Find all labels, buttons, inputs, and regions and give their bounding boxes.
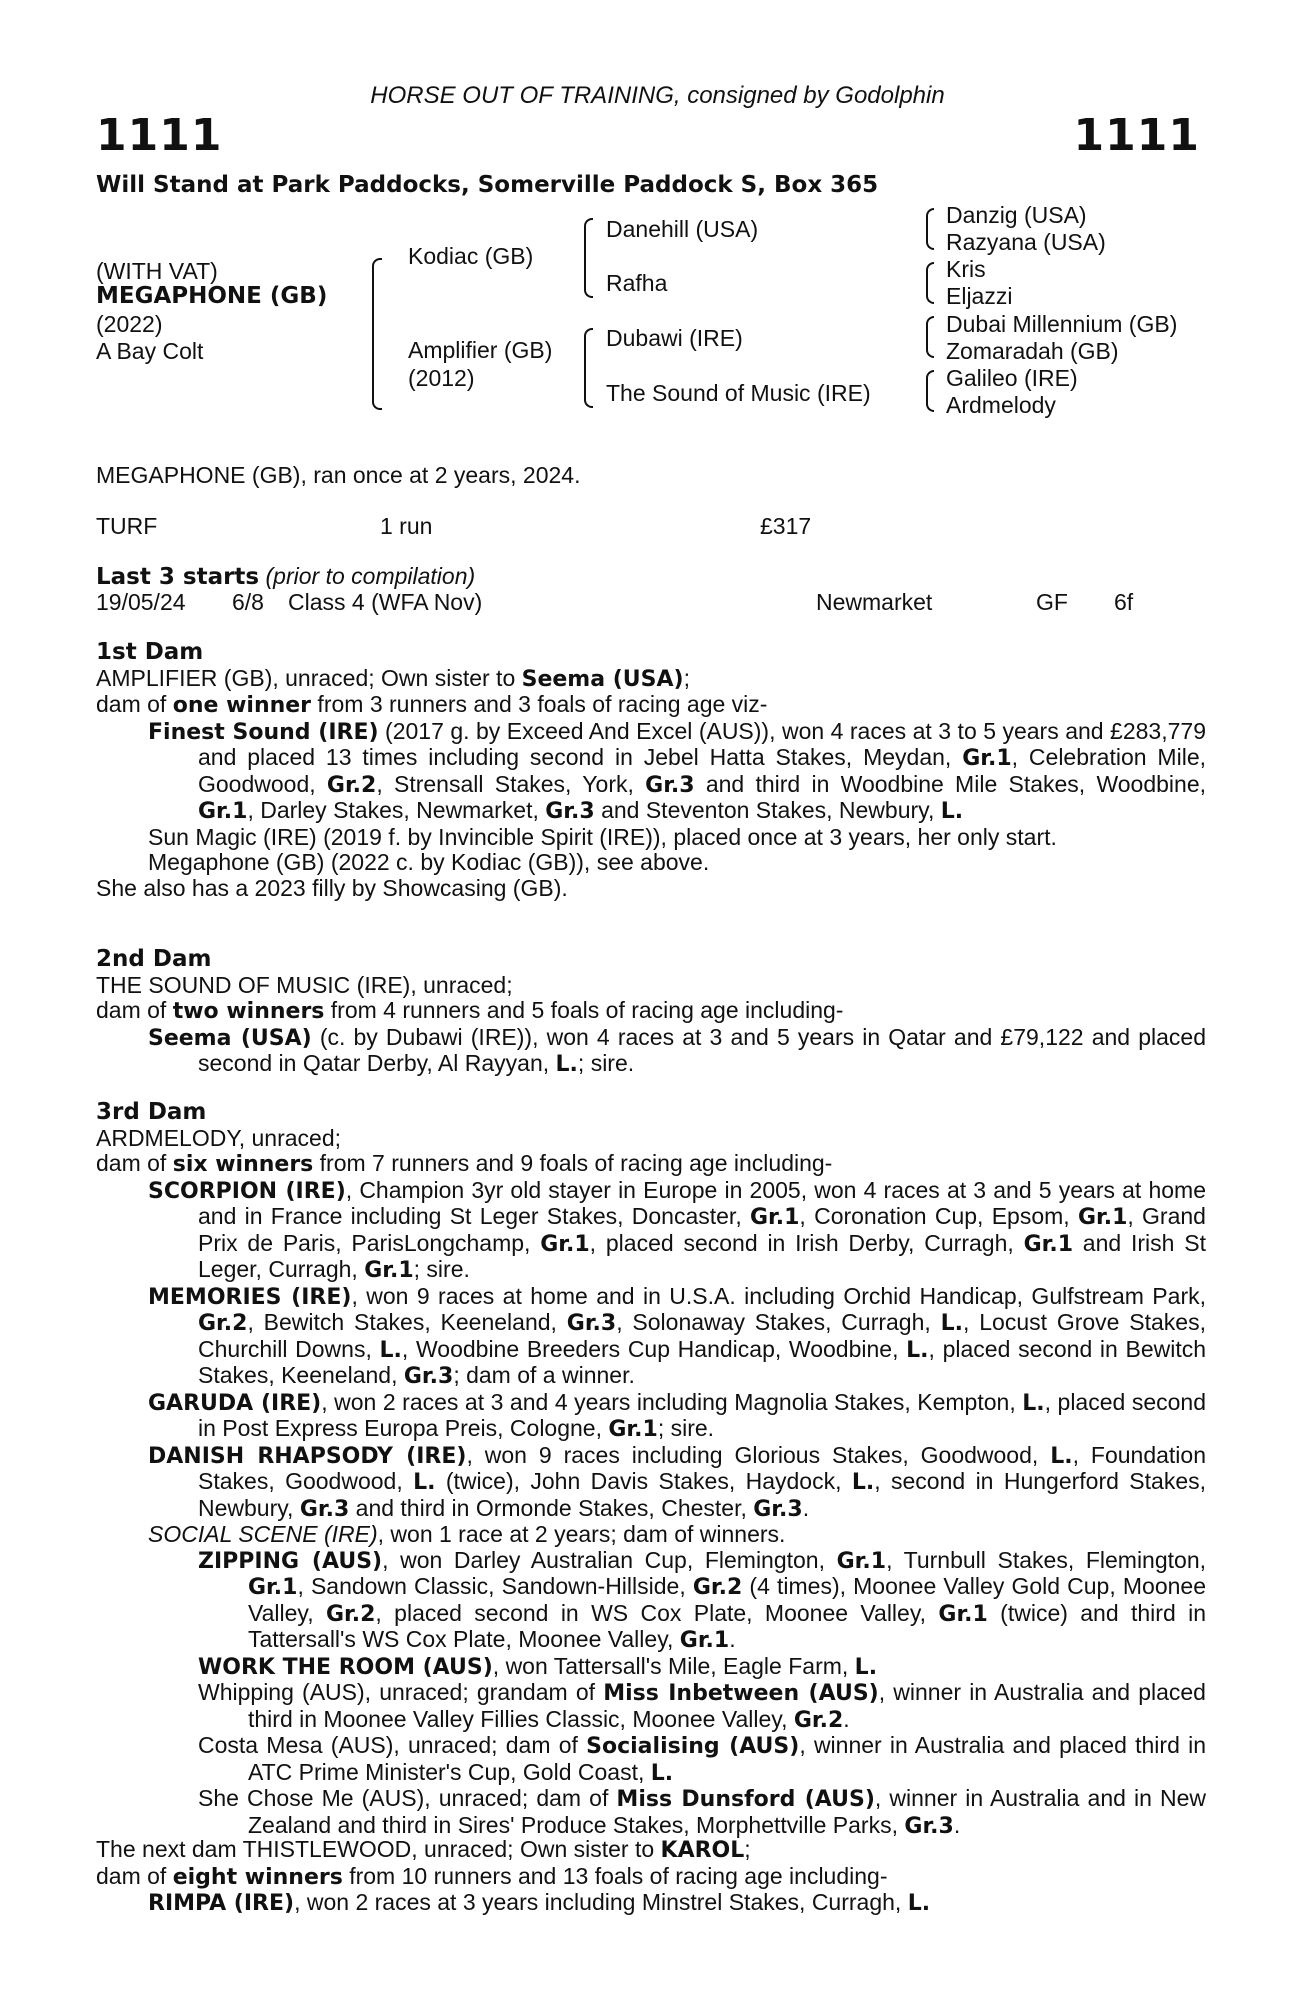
last-starts-title: Last 3 starts (96, 564, 260, 590)
horse-description: A Bay Colt (96, 338, 204, 364)
stable-location: Will Stand at Park Paddocks, Somerville Paddock S, Box 365 (96, 172, 879, 198)
third-dam-line1: ARDMELODY, unraced; (96, 1124, 342, 1151)
second-dam-line1: THE SOUND OF MUSIC (IRE), unraced; (96, 971, 513, 998)
pedigree-brace-dam (584, 328, 593, 408)
consignment-header: HORSE OUT OF TRAINING, consigned by Godolphin (370, 82, 945, 109)
second-dam-entry-seema: Seema (USA) (c. by Dubawi (IRE)), won 4 races at 3 and 5 years in Qatar and £79,122 and placed second in Qatar Derby, Al Rayyan, L.; sire. (148, 1023, 1206, 1077)
start-date: 19/05/24 (96, 589, 186, 615)
next-dam-line1: The next dam THISTLEWOOD, unraced; Own sister to KAROL; (96, 1836, 751, 1863)
next-dam-line2: dam of eight winners from 10 runners and 13 foals of racing age including- (96, 1862, 888, 1890)
pedigree-dam-year: (2012) (408, 365, 475, 391)
pedigree-g3: Kris (946, 256, 986, 282)
third-dam-entry-zipping: ZIPPING (AUS), won Darley Australian Cup, Flemington, Gr.1, Turnbull Stakes, Flemington, Gr.1, Sandown Classic, Sandown-Hillside, Gr.2 (4 times), Moonee Valley Gold Cup, Moonee Valley, Gr.2, placed second in WS Cox Plate, Moonee Valley, Gr.1 (twice) and third in Tattersall's WS Cox Plate, Moonee Valley, Gr.1. (198, 1546, 1206, 1653)
third-dam-entry-memories: MEMORIES (IRE), won 9 races at home and in U.S.A. including Orchid Handicap, Gulfstream Park, Gr.2, Bewitch Stakes, Keeneland, Gr.3, Solonaway Stakes, Curragh, L., Locust Grove Stakes, Churchill Downs, L., Woodbine Breeders Cup Handicap, Woodbine, L., placed second in Bewitch Stakes, Keeneland, Gr.3; dam of a winner. (148, 1282, 1207, 1389)
pedigree-dam-sire: Dubawi (IRE) (606, 325, 743, 351)
third-dam-section (96, 1100, 1206, 1839)
next-dam-entry-rimpa: RIMPA (IRE), won 2 races at 3 years including Minstrel Stakes, Curragh, L. (148, 1889, 931, 1916)
third-dam-entry-work-the-room: WORK THE ROOM (AUS), won Tattersall's Mile, Eagle Farm, L. (198, 1652, 878, 1680)
pedigree-g6: Zomaradah (GB) (946, 338, 1119, 364)
first-dam-section (96, 640, 1206, 901)
vat-note: (WITH VAT) (96, 258, 218, 284)
last-starts-subtitle: (prior to compilation) (265, 563, 476, 589)
second-dam-section (96, 947, 1206, 1078)
record-surface: TURF (96, 513, 158, 539)
second-dam-line2: dam of two winners from 4 runners and 5 foals of racing age including- (96, 997, 844, 1024)
start-position: 6/8 (232, 589, 264, 615)
pedigree-sire-dam: Rafha (606, 270, 668, 296)
last-starts-heading (96, 563, 475, 590)
lot-number-left: 1111 (96, 110, 223, 161)
pedigree-g5: Dubai Millennium (GB) (946, 311, 1178, 337)
third-dam-entry-she-chose-me: She Chose Me (AUS), unraced; dam of Miss Dunsford (AUS), winner in Australia and in New Zealand and third in Sires' Produce Stakes, Morphettville Parks, Gr.3. (198, 1785, 1206, 1839)
pedigree-sire-sire: Danehill (USA) (606, 216, 759, 242)
first-dam-entry-megaphone: Megaphone (GB) (2022 c. by Kodiac (GB)), see above. (148, 849, 710, 875)
pedigree-g2: Razyana (USA) (946, 229, 1106, 255)
third-dam-entry-costa-mesa: Costa Mesa (AUS), unraced; dam of Socialising (AUS), winner in Australia and placed third in ATC Prime Minister's Cup, Gold Coast, L. (198, 1732, 1206, 1786)
third-dam-entry-scorpion: SCORPION (IRE), Champion 3yr old stayer in Europe in 2005, won 4 races at 3 and 5 years at home and in France including St Leger Stakes, Doncaster, Gr.1, Coronation Cup, Epsom, Gr.1, Grand Prix de Paris, ParisLongchamp, Gr.1, placed second in Irish Derby, Curragh, Gr.1 and Irish St Leger, Curragh, Gr.1; sire. (148, 1176, 1207, 1283)
horse-year: (2022) (96, 311, 163, 337)
pedigree-brace-g2 (926, 262, 934, 304)
pedigree-brace-sire (584, 218, 593, 298)
third-dam-entry-whipping: Whipping (AUS), unraced; grandam of Miss Inbetween (AUS), winner in Australia and placed third in Moonee Valley Fillies Classic, Moonee Valley, Gr.2. (198, 1679, 1206, 1733)
pedigree-g1: Danzig (USA) (946, 202, 1087, 228)
third-dam-line2: dam of six winners from 7 runners and 9 foals of racing age including- (96, 1150, 833, 1177)
second-dam-heading: 2nd Dam (96, 946, 212, 972)
start-course: Newmarket (816, 589, 933, 615)
pedigree-brace-g4 (926, 370, 934, 412)
first-dam-line1: AMPLIFIER (GB), unraced; Own sister to Seema (USA); (96, 664, 690, 692)
first-dam-heading: 1st Dam (96, 639, 204, 665)
third-dam-entry-danish-rhapsody: DANISH RHAPSODY (IRE), won 9 races including Glorious Stakes, Goodwood, L., Foundation Stakes, Goodwood, L. (twice), John Davis Stakes, Haydock, L., second in Hungerford Stakes, Newbury, Gr.3 and third in Ormonde Stakes, Chester, Gr.3. (148, 1441, 1206, 1522)
first-dam-line2: dam of one winner from 3 runners and 3 foals of racing age viz- (96, 691, 768, 718)
lot-number-right: 1111 (1073, 110, 1200, 161)
pedigree-g4: Eljazzi (946, 283, 1013, 309)
first-dam-entry-sun-magic: Sun Magic (IRE) (2019 f. by Invincible Spirit (IRE)), placed once at 3 years, her only start. (148, 823, 1057, 850)
third-dam-entry-social-scene: SOCIAL SCENE (IRE), won 1 race at 2 years; dam of winners. (148, 1521, 786, 1547)
start-class: Class 4 (WFA Nov) (288, 589, 483, 615)
start-going: GF (1036, 589, 1068, 615)
pedigree-g7: Galileo (IRE) (946, 365, 1078, 391)
pedigree-dam-dam: The Sound of Music (IRE) (606, 380, 871, 406)
record-runs: 1 run (380, 513, 433, 539)
third-dam-entry-garuda: GARUDA (IRE), won 2 races at 3 and 4 years including Magnolia Stakes, Kempton, L., placed second in Post Express Europa Preis, Cologne, Gr.1; sire. (148, 1388, 1206, 1442)
first-dam-entry-finest-sound: Finest Sound (IRE) (2017 g. by Exceed And Excel (AUS)), won 4 races at 3 to 5 years and £283,779 and placed 13 times including second in Jebel Hatta Stakes, Meydan, Gr.1, Celebration Mile, Goodwood, Gr.2, Strensall Stakes, York, Gr.3 and third in Woodbine Mile Stakes, Woodbine, Gr.1, Darley Stakes, Newmarket, Gr.3 and Steventon Stakes, Newbury, L. (148, 717, 1207, 824)
pedigree-brace-main (372, 258, 382, 410)
next-dam-section (96, 1837, 1206, 1917)
pedigree-brace-g3 (926, 316, 934, 358)
pedigree-sire: Kodiac (GB) (408, 243, 534, 269)
pedigree-brace-g1 (926, 208, 934, 250)
pedigree-g8: Ardmelody (946, 392, 1056, 418)
pedigree-dam: Amplifier (GB) (408, 337, 553, 363)
third-dam-heading: 3rd Dam (96, 1099, 207, 1125)
first-dam-note: She also has a 2023 filly by Showcasing (GB). (96, 874, 568, 901)
record-earnings: £317 (760, 513, 812, 539)
start-distance: 6f (1114, 589, 1134, 615)
race-record-summary: MEGAPHONE (GB), ran once at 2 years, 2024. (96, 462, 581, 488)
horse-name: MEGAPHONE (GB) (96, 283, 328, 309)
